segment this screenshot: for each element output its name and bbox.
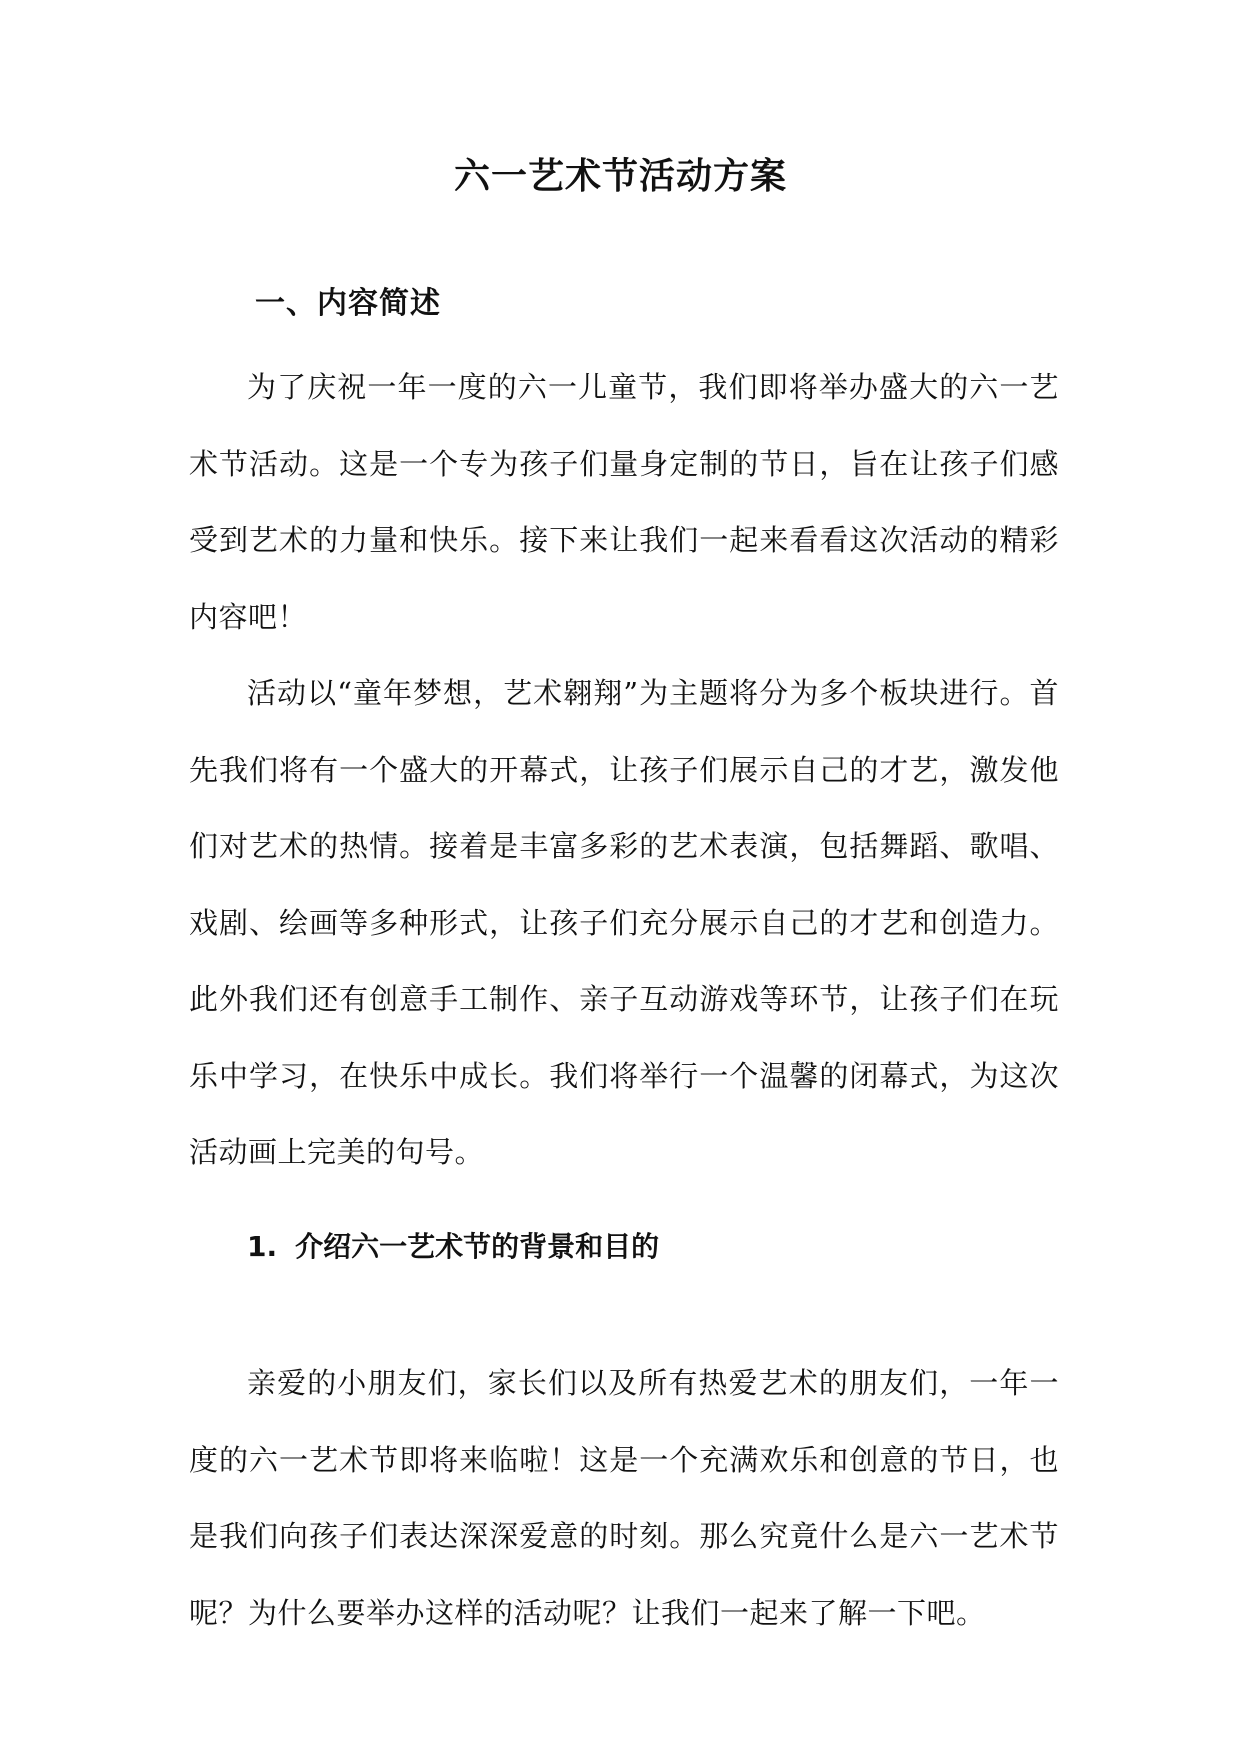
section-heading-overview: 一、内容简述	[255, 286, 441, 321]
subsection-heading-background	[247, 1225, 659, 1269]
subsection-heading-text: 介绍六一艺术节的背景和目的	[295, 1230, 660, 1263]
overview-paragraph-2: 活动以“童年梦想，艺术翱翔”为主题将分为多个板块进行。首先我们将有一个盛大的开幕式，让孩子们展示自己的才艺，激发他们对艺术的热情。接着是丰富多彩的艺术表演，包括舞蹈、歌唱、戏剧、绘画等多种形式，让孩子们充分展示自己的才艺和创造力。此外我们还有创意手工制作、亲子互动游戏等环节，让孩子们在玩乐中学习，在快乐中成长。我们将举行一个温馨的闭幕式，为这次活动画上完美的句号。	[189, 676, 1059, 1169]
overview-paragraph-1: 为了庆祝一年一度的六一儿童节，我们即将举办盛大的六一艺术节活动。这是一个专为孩子们量身定制的节日，旨在让孩子们感受到艺术的力量和快乐。接下来让我们一起来看看这次活动的精彩内容吧！	[189, 370, 1059, 634]
background-paragraph-1: 亲爱的小朋友们，家长们以及所有热爱艺术的朋友们，一年一度的六一艺术节即将来临啦！这是一个充满欢乐和创意的节日，也是我们向孩子们表达深深爱意的时刻。那么究竟什么是六一艺术节呢？为什么要举办这样的活动呢？让我们一起来了解一下吧。	[189, 1366, 1059, 1630]
document-title: 六一艺术节活动方案	[453, 156, 787, 197]
subsection-number: 1.	[247, 1230, 278, 1263]
